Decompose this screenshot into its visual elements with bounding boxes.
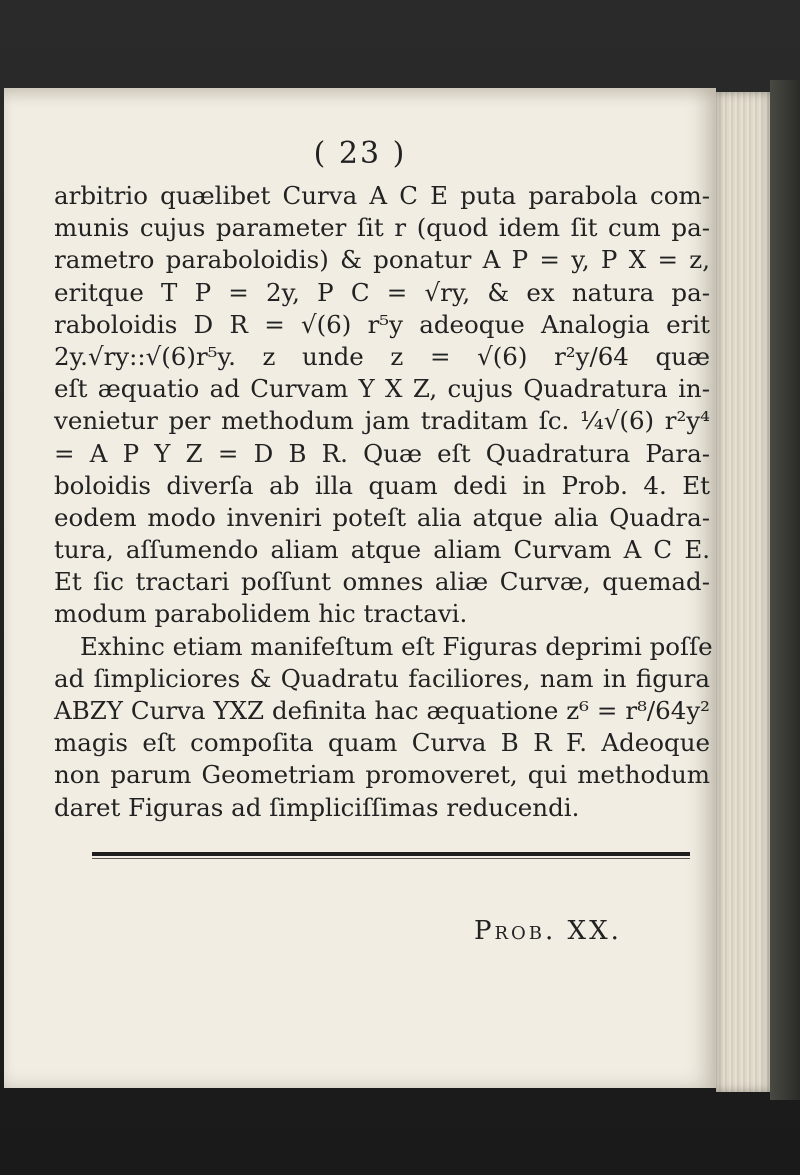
text-line: venietur per methodum jam traditam ſc. ¼√(6) r²y⁴ [54,406,710,436]
text-line: raboloidis D R = √(6) r⁵y adeoque Analogia erit [54,309,710,339]
text-line: Exhinc etiam manifeſtum eſt Figuras deprimi poſſe [80,631,713,661]
book-spine-shadow [770,80,800,1100]
text-line: tura, aſſumendo aliam atque aliam Curvam A C E. [54,535,710,565]
text-line: Et ſic tractari poſſunt omnes aliæ Curvæ, quemad- [54,567,710,597]
text-line: boloidis diverſa ab illa quam dedi in Prob. 4. Et [54,470,710,500]
text-line: eodem modo inveniri poteſt alia atque alia Quadra- [54,502,710,532]
text-line: non parum Geometriam promoveret, qui methodum [54,760,710,790]
text-line: = A P Y Z = D B R. Quæ eſt Quadratura Para- [54,438,710,468]
next-problem-heading: Prob. XX. [474,916,622,946]
section-rule-thin [92,858,690,859]
text-line: eſt æquatio ad Curvam Y X Z, cujus Quadratura in- [54,374,710,404]
page-number: ( 23 ) [313,136,407,171]
text-line: ad ſimpliciores & Quadratu faciliores, nam in figura [54,663,710,693]
body-text [54,180,713,824]
text-line: daret Figuras ad ſimpliciſſimas reducendi. [54,792,580,822]
section-rule [92,852,690,856]
text-line: rametro paraboloidis) & ponatur A P = y, P X = z, [54,245,710,275]
text-line: magis eſt compoſita quam Curva B R F. Adeoque [54,728,710,758]
text-line: arbitrio quælibet Curva A C E puta parabola com- [54,181,710,210]
text-line: 2y.√ry::√(6)r⁵y. z unde z = √(6) r²y/64 quæ [54,341,710,371]
text-line: munis cujus parameter ſit r (quod idem ſit cum pa- [54,213,710,243]
text-line: eritque T P = 2y, P C = √ry, & ex natura pa- [54,277,710,307]
text-line: modum parabolidem hic tractavi. [54,599,468,629]
page-stack-edge [716,92,770,1092]
text-line: ABZY Curva YXZ definita hac æquatione z⁶ = r⁸/64y² [54,696,710,725]
